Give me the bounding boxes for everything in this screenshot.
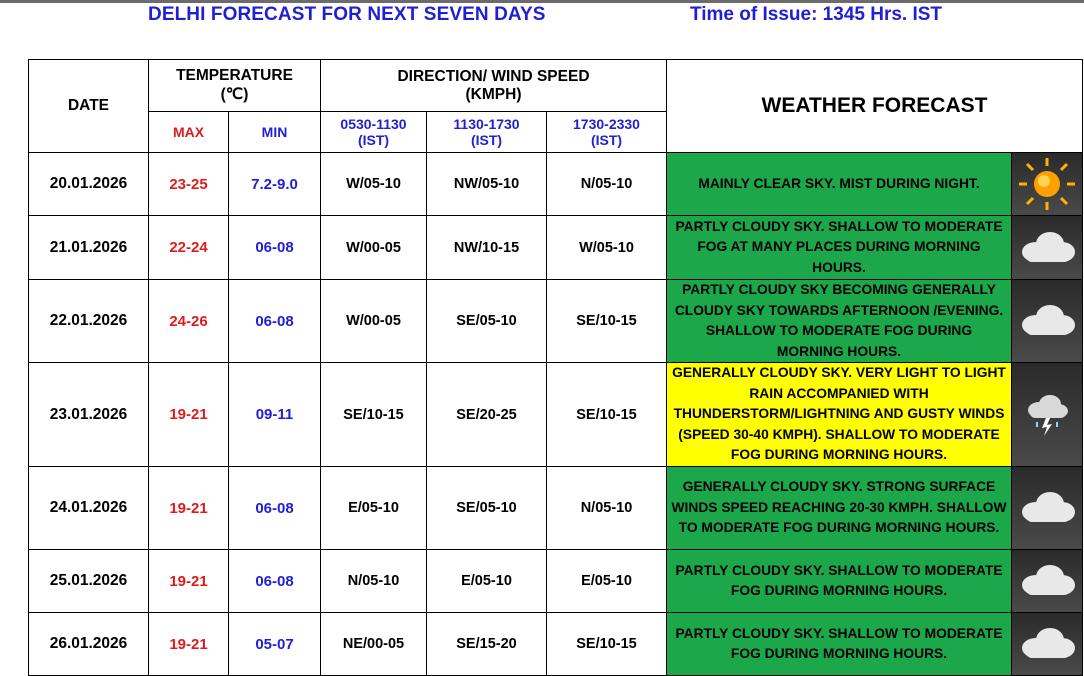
row-date: 26.01.2026 xyxy=(29,613,149,676)
row-weather-icon-cell xyxy=(1012,613,1083,676)
row-date: 20.01.2026 xyxy=(29,153,149,216)
row-wind-slot-3: N/05-10 xyxy=(547,467,667,550)
table-row xyxy=(29,153,1083,216)
page-title: DELHI FORECAST FOR NEXT SEVEN DAYS xyxy=(148,4,546,25)
row-forecast-text: PARTLY CLOUDY SKY. SHALLOW TO MODERATE FOG DURING MORNING HOURS. xyxy=(667,550,1012,613)
row-wind-slot-1: W/05-10 xyxy=(321,153,427,216)
header-slot-3: 1730-2330 (IST) xyxy=(547,112,667,153)
row-wind-slot-2: NW/05-10 xyxy=(427,153,547,216)
row-min-temp: 09-11 xyxy=(229,363,321,467)
row-forecast-text: PARTLY CLOUDY SKY. SHALLOW TO MODERATE FOG DURING MORNING HOURS. xyxy=(667,613,1012,676)
row-wind-slot-1: NE/00-05 xyxy=(321,613,427,676)
row-wind-slot-1: SE/10-15 xyxy=(321,363,427,467)
row-date: 25.01.2026 xyxy=(29,550,149,613)
header-max: MAX xyxy=(149,112,229,153)
row-min-temp: 06-08 xyxy=(229,550,321,613)
row-min-temp: 06-08 xyxy=(229,467,321,550)
sun-icon xyxy=(1012,153,1082,215)
header-wind: DIRECTION/ WIND SPEED (KMPH) xyxy=(321,60,667,112)
header-slot-2: 1130-1730 (IST) xyxy=(427,112,547,153)
row-forecast-text: MAINLY CLEAR SKY. MIST DURING NIGHT. xyxy=(667,153,1012,216)
row-wind-slot-3: E/05-10 xyxy=(547,550,667,613)
table-row xyxy=(29,363,1083,467)
header-slot-1: 0530-1130 (IST) xyxy=(321,112,427,153)
table-row xyxy=(29,216,1083,280)
row-weather-icon-cell xyxy=(1012,550,1083,613)
row-date: 24.01.2026 xyxy=(29,467,149,550)
row-date: 22.01.2026 xyxy=(29,280,149,363)
row-max-temp: 19-21 xyxy=(149,550,229,613)
row-wind-slot-1: E/05-10 xyxy=(321,467,427,550)
row-wind-slot-2: E/05-10 xyxy=(427,550,547,613)
row-weather-icon-cell xyxy=(1012,216,1083,280)
cloud-icon xyxy=(1012,467,1082,549)
row-forecast-text: PARTLY CLOUDY SKY BECOMING GENERALLY CLOUDY SKY TOWARDS AFTERNOON /EVENING. SHALLOW TO MODERATE FOG DURING MORNING HOURS. xyxy=(667,280,1012,363)
forecast-table xyxy=(28,59,1083,676)
top-border xyxy=(0,0,1084,3)
row-wind-slot-1: W/00-05 xyxy=(321,280,427,363)
row-weather-icon-cell xyxy=(1012,280,1083,363)
table-row xyxy=(29,467,1083,550)
row-date: 23.01.2026 xyxy=(29,363,149,467)
row-min-temp: 06-08 xyxy=(229,280,321,363)
row-max-temp: 23-25 xyxy=(149,153,229,216)
row-wind-slot-2: SE/20-25 xyxy=(427,363,547,467)
row-min-temp: 06-08 xyxy=(229,216,321,280)
row-wind-slot-2: SE/15-20 xyxy=(427,613,547,676)
row-forecast-text: GENERALLY CLOUDY SKY. VERY LIGHT TO LIGHT RAIN ACCOMPANIED WITH THUNDERSTORM/LIGHTNING AND GUSTY WINDS (SPEED 30-40 KMPH). SHALLOW TO MODERATE FOG DURING MORNING HOURS. xyxy=(667,363,1012,467)
row-weather-icon-cell xyxy=(1012,153,1083,216)
header-temperature: TEMPERATURE (℃) xyxy=(149,60,321,112)
table-row xyxy=(29,613,1083,676)
row-wind-slot-2: NW/10-15 xyxy=(427,216,547,280)
row-weather-icon-cell xyxy=(1012,467,1083,550)
row-max-temp: 19-21 xyxy=(149,363,229,467)
cloud-icon xyxy=(1012,550,1082,612)
row-wind-slot-2: SE/05-10 xyxy=(427,280,547,363)
cloud-icon xyxy=(1012,280,1082,362)
table-row xyxy=(29,550,1083,613)
header-date: DATE xyxy=(29,60,149,153)
row-max-temp: 22-24 xyxy=(149,216,229,280)
thunderstorm-icon xyxy=(1012,363,1082,466)
row-max-temp: 19-21 xyxy=(149,613,229,676)
row-wind-slot-3: SE/10-15 xyxy=(547,363,667,467)
row-wind-slot-3: W/05-10 xyxy=(547,216,667,280)
row-wind-slot-1: N/05-10 xyxy=(321,550,427,613)
row-min-temp: 05-07 xyxy=(229,613,321,676)
cloud-icon xyxy=(1012,216,1082,279)
row-wind-slot-1: W/00-05 xyxy=(321,216,427,280)
row-weather-icon-cell xyxy=(1012,363,1083,467)
table-row xyxy=(29,280,1083,363)
row-min-temp: 7.2-9.0 xyxy=(229,153,321,216)
issue-time: Time of Issue: 1345 Hrs. IST xyxy=(690,4,943,25)
row-max-temp: 24-26 xyxy=(149,280,229,363)
row-wind-slot-3: SE/10-15 xyxy=(547,613,667,676)
row-max-temp: 19-21 xyxy=(149,467,229,550)
header-min: MIN xyxy=(229,112,321,153)
row-forecast-text: GENERALLY CLOUDY SKY. STRONG SURFACE WINDS SPEED REACHING 20-30 KMPH. SHALLOW TO MODERATE FOG DURING MORNING HOURS. xyxy=(667,467,1012,550)
row-wind-slot-2: SE/05-10 xyxy=(427,467,547,550)
row-date: 21.01.2026 xyxy=(29,216,149,280)
row-wind-slot-3: N/05-10 xyxy=(547,153,667,216)
row-forecast-text: PARTLY CLOUDY SKY. SHALLOW TO MODERATE FOG AT MANY PLACES DURING MORNING HOURS. xyxy=(667,216,1012,280)
cloud-icon xyxy=(1012,613,1082,675)
row-wind-slot-3: SE/10-15 xyxy=(547,280,667,363)
header-weather-forecast: WEATHER FORECAST xyxy=(667,60,1083,153)
